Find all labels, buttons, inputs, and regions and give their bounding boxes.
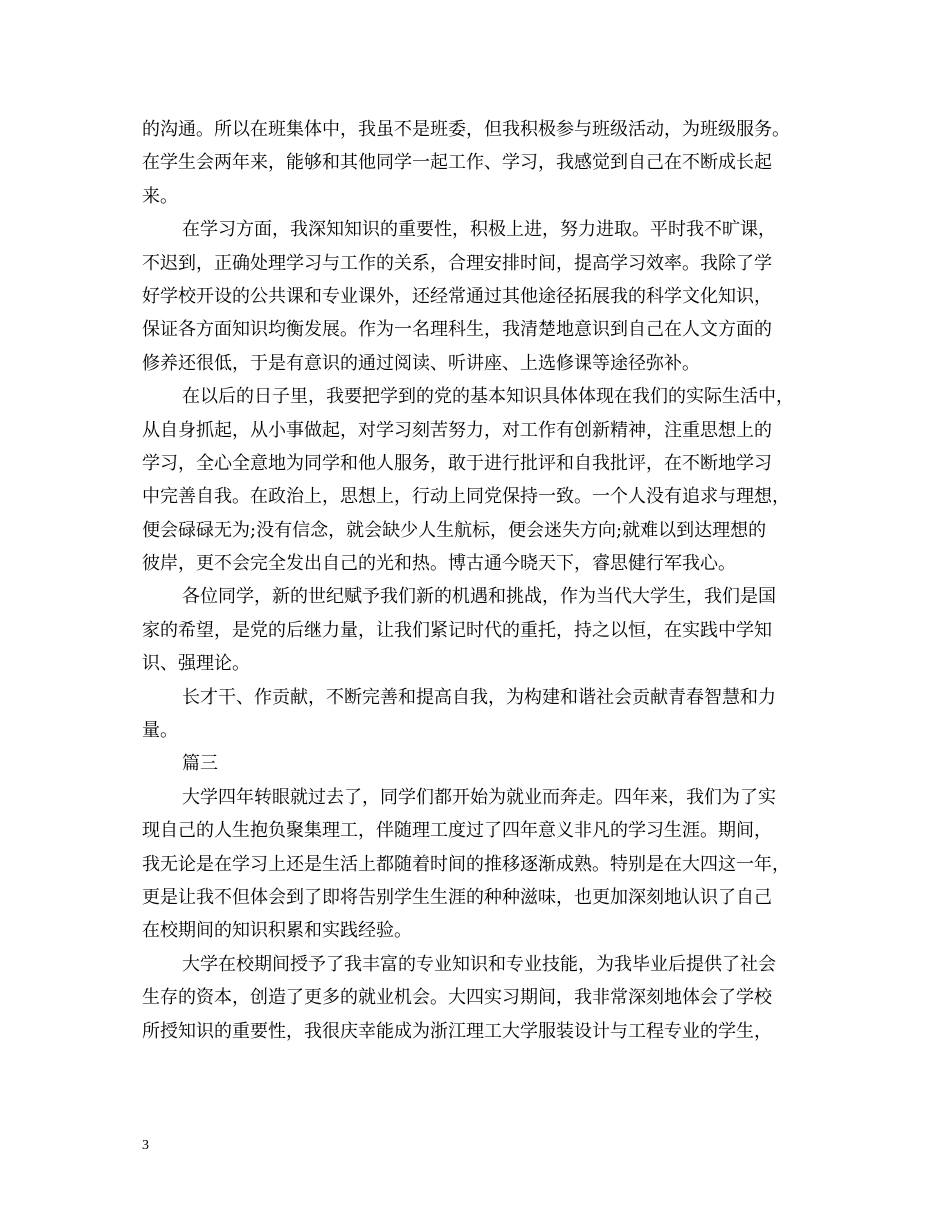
text-line: 生存的资本，创造了更多的就业机会。大四实习期间，我非常深刻地体会了学校 xyxy=(142,987,772,1009)
text-line: 在校期间的知识积累和实践经验。 xyxy=(142,920,412,942)
paragraph-start: 长才干、作贡献，不断完善和提高自我，为构建和谐社会贡献青春智慧和力 xyxy=(182,686,776,708)
text-line: 不迟到，正确处理学习与工作的关系，合理安排时间，提高学习效率。我除了学 xyxy=(142,252,772,274)
text-line: 学习，全心全意地为同学和他人服务，敢于进行批评和自我批评，在不断地学习 xyxy=(142,452,772,474)
page-number: 3 xyxy=(142,1138,149,1153)
text-line: 更是让我不但体会到了即将告别学生生涯的种种滋味，也更加深刻地认识了自己 xyxy=(142,886,772,908)
text-line: 在学生会两年来，能够和其他同学一起工作、学习，我感觉到自己在不断成长起 xyxy=(142,152,772,174)
paragraph-start: 大学四年转眼就过去了，同学们都开始为就业而奔走。四年来，我们为了实 xyxy=(182,786,776,808)
text-line: 现自己的人生抱负聚集理工，伴随理工度过了四年意义非凡的学习生涯。期间， xyxy=(142,820,772,842)
text-line: 保证各方面知识均衡发展。作为一名理科生，我清楚地意识到自己在人文方面的 xyxy=(142,319,772,341)
paragraph-start: 各位同学，新的世纪赋予我们新的机遇和挑战，作为当代大学生，我们是国 xyxy=(182,586,776,608)
text-line: 我无论是在学习上还是生活上都随着时间的推移逐渐成熟。特别是在大四这一年， xyxy=(142,853,790,875)
text-line: 的沟通。所以在班集体中，我虽不是班委，但我积极参与班级活动，为班级服务。 xyxy=(142,119,790,140)
text-line: 彼岸，更不会完全发出自己的光和热。博古通今晓天下，睿思健行军我心。 xyxy=(142,553,736,575)
text-line: 修养还很低，于是有意识的通过阅读、听讲座、上选修课等途径弥补。 xyxy=(142,352,700,374)
text-line: 来。 xyxy=(142,185,178,207)
text-line: 量。 xyxy=(142,720,178,742)
text-line: 所授知识的重要性，我很庆幸能成为浙江理工大学服装设计与工程专业的学生， xyxy=(142,1020,772,1042)
paragraph-start: 大学在校期间授予了我丰富的专业知识和专业技能，为我毕业后提供了社会 xyxy=(182,953,776,975)
section-heading: 篇三 xyxy=(182,753,218,775)
text-line: 便会碌碌无为;没有信念，就会缺少人生航标，便会迷失方向;就难以到达理想的 xyxy=(142,519,767,541)
paragraph-start: 在以后的日子里，我要把学到的党的基本知识具体体现在我们的实际生活中， xyxy=(182,386,794,408)
text-line: 识、强理论。 xyxy=(142,653,250,675)
text-line: 从自身抓起，从小事做起，对学习刻苦努力，对工作有创新精神，注重思想上的 xyxy=(142,419,772,441)
text-line: 家的希望，是党的后继力量，让我们紧记时代的重托，持之以恒，在实践中学知 xyxy=(142,619,772,641)
text-line: 好学校开设的公共课和专业课外，还经常通过其他途径拓展我的科学文化知识， xyxy=(142,285,772,307)
body-text xyxy=(142,113,822,1048)
paragraph-start: 在学习方面，我深知知识的重要性，积极上进，努力进取。平时我不旷课， xyxy=(182,219,776,241)
text-line: 中完善自我。在政治上，思想上，行动上同党保持一致。一个人没有追求与理想， xyxy=(142,486,790,508)
